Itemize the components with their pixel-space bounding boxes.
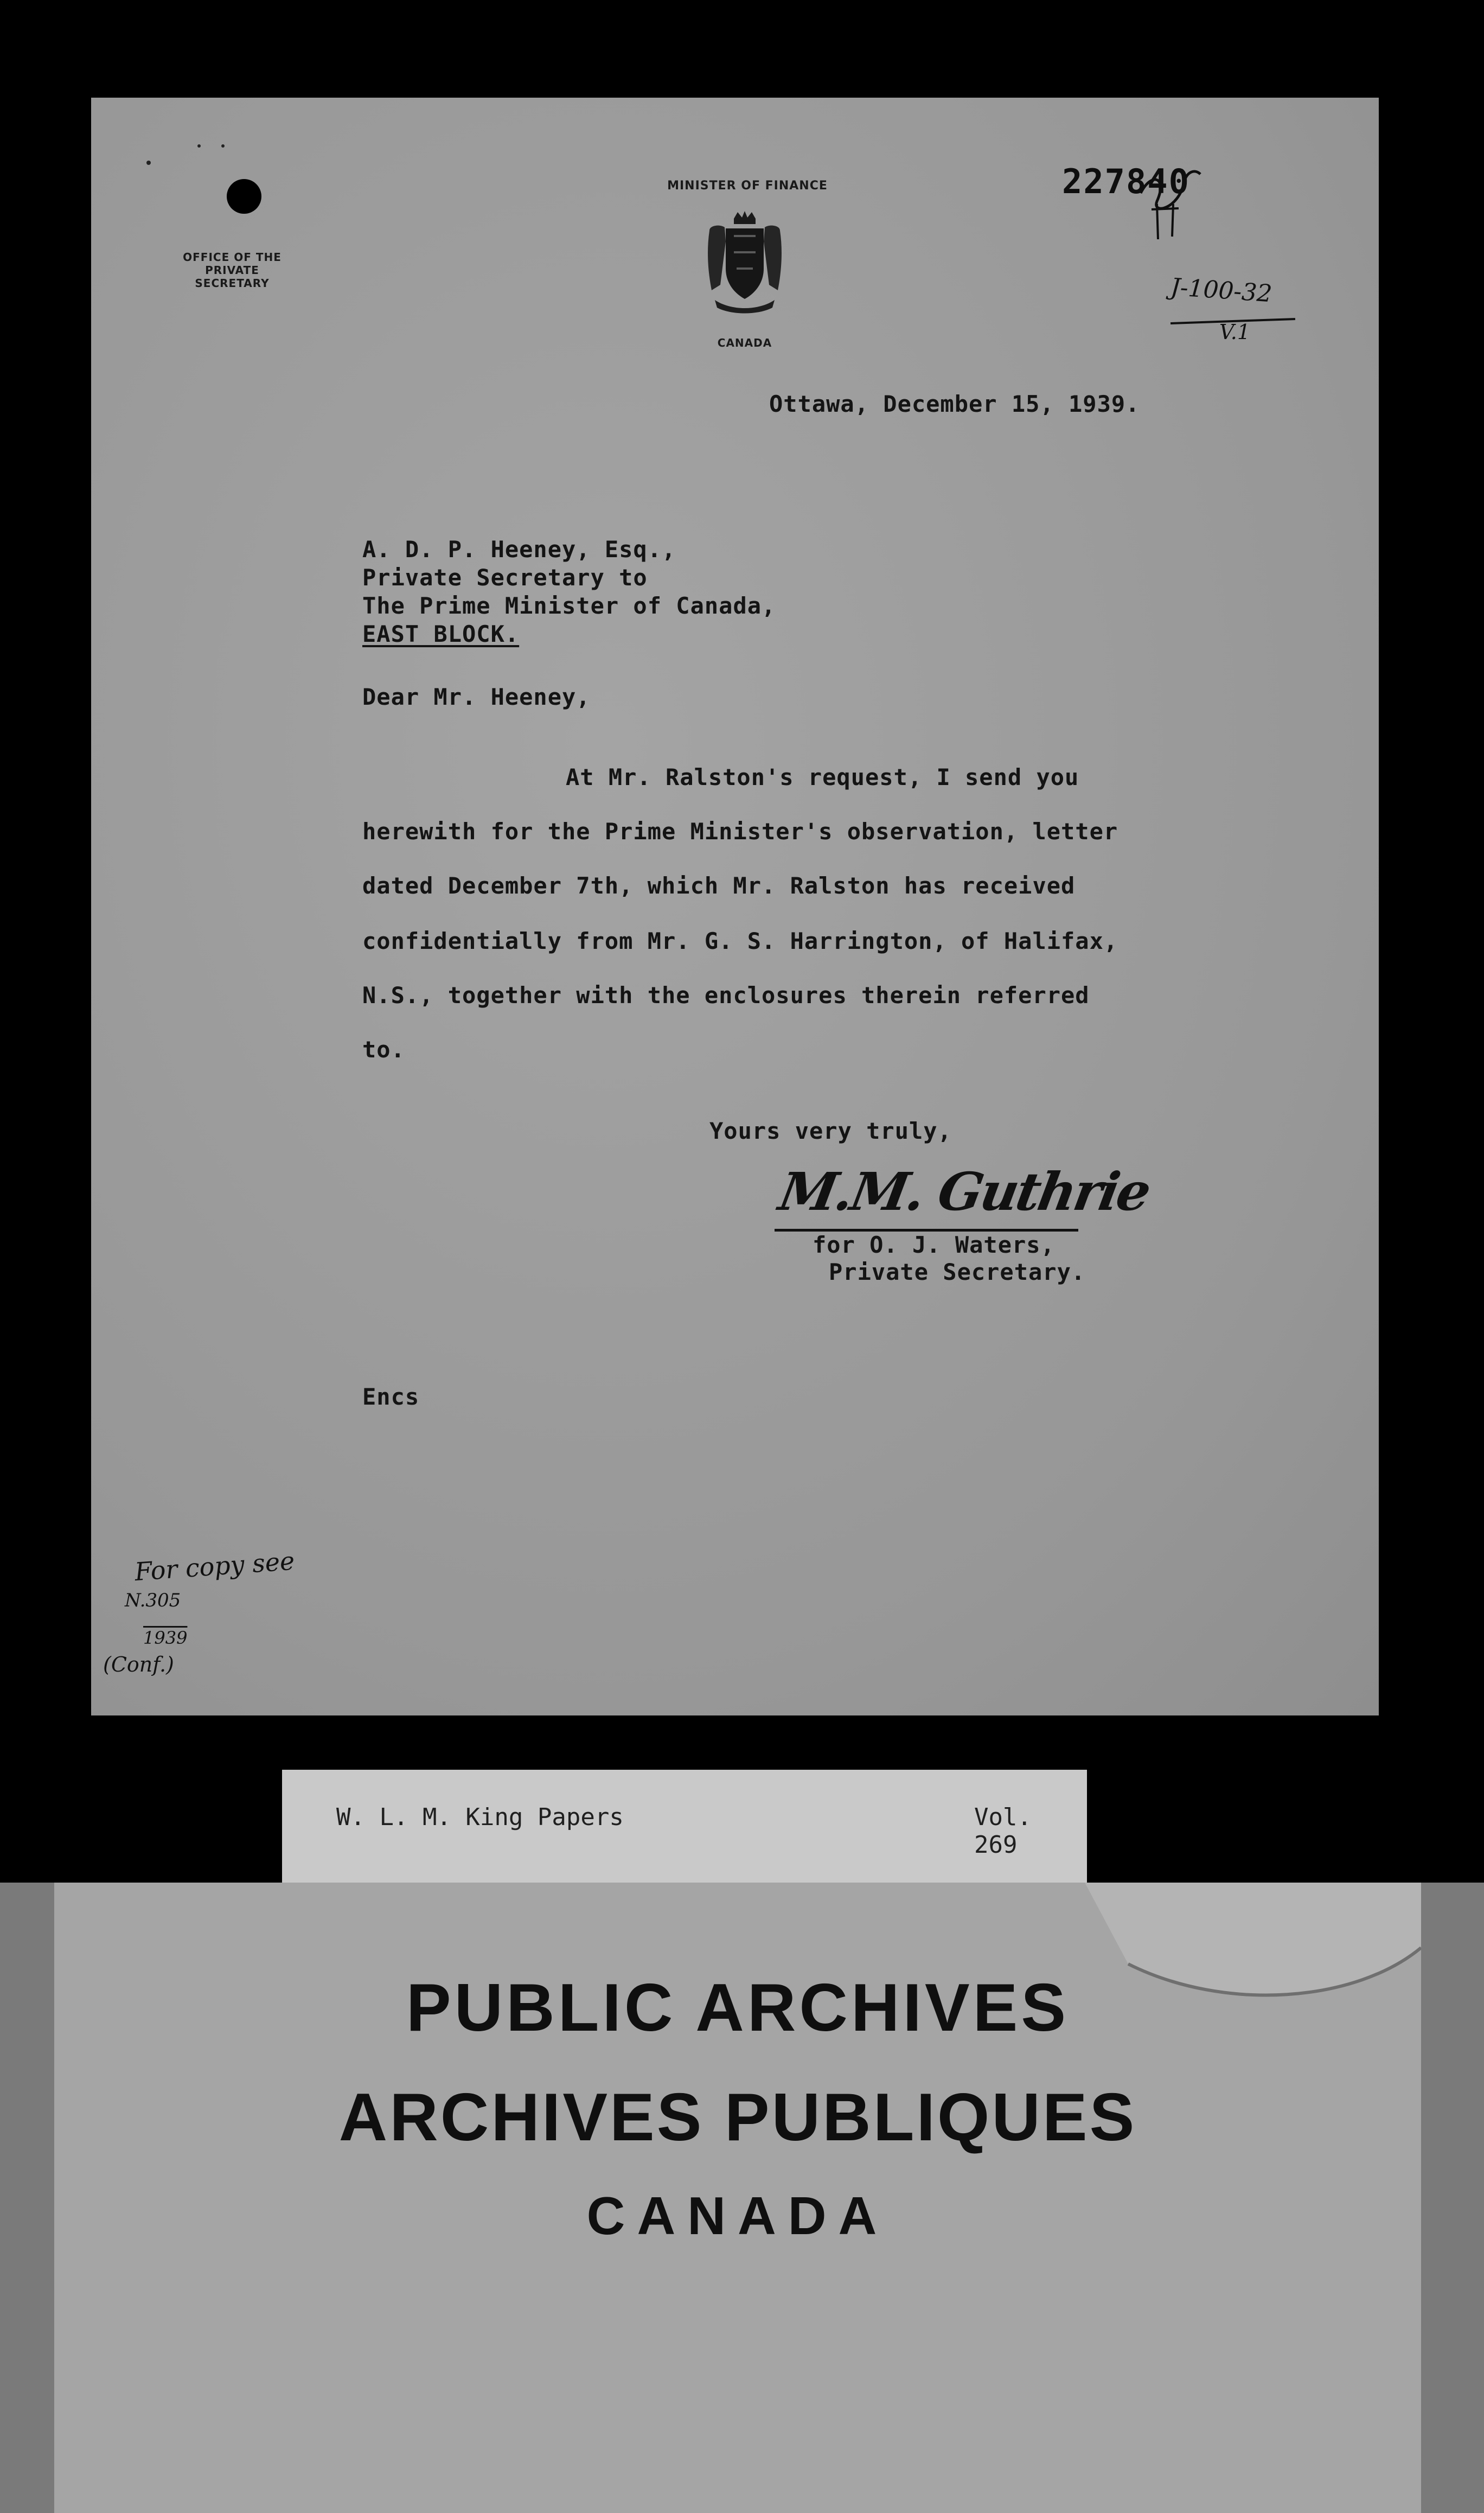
body-line: N.S., together with the enclosures therein referred: [362, 982, 1090, 1009]
letter-page: [91, 98, 1379, 1715]
archive-folder: [0, 1883, 1484, 2513]
letterhead-office-line: OFFICE OF THE: [183, 251, 282, 264]
margin-note-line: N.305: [125, 1590, 181, 1611]
archive-folder-panel: [54, 1883, 1421, 2513]
letterhead-office-line: PRIVATE SECRETARY: [195, 264, 270, 290]
body-line: confidentially from Mr. G. S. Harrington, of Halifax,: [362, 928, 1118, 954]
coat-of-arms-icon: [704, 209, 785, 317]
signer-line: Private Secretary.: [829, 1259, 1086, 1285]
archive-title-fr: ARCHIVES PUBLIQUES: [338, 2080, 1137, 2155]
margin-note-line: (Conf.): [103, 1653, 174, 1676]
body-line: herewith for the Prime Minister's observation, letter: [362, 818, 1118, 845]
file-annotation: V.1: [1219, 320, 1251, 344]
collection-label-strip: [282, 1770, 1087, 1883]
file-annotation: J-100-32: [1169, 273, 1273, 308]
margin-note-line: 1939: [143, 1628, 188, 1648]
margin-note-line: For copy see: [133, 1546, 296, 1587]
addressee-line: Private Secretary to: [362, 564, 648, 591]
archive-title-en: PUBLIC ARCHIVES: [406, 1970, 1070, 2045]
punch-mark: [221, 144, 225, 148]
body-line: to.: [362, 1036, 405, 1063]
salutation: Dear Mr. Heeney,: [362, 684, 591, 710]
letterhead-country: CANADA: [717, 336, 772, 349]
punch-mark: [197, 144, 201, 148]
archive-country: CANADA: [586, 2186, 889, 2246]
punch-hole: [227, 179, 261, 214]
letterhead-office: [167, 251, 297, 290]
punch-mark: [146, 161, 151, 165]
addressee-line: A. D. P. Heeney, Esq.,: [362, 536, 676, 563]
letterhead-minister: MINISTER OF FINANCE: [667, 179, 828, 193]
handwritten-signature: M.M. Guthrie: [775, 1161, 1154, 1222]
addressee-line: The Prime Minister of Canada,: [362, 592, 776, 619]
addressee-line: EAST BLOCK.: [362, 621, 520, 647]
file-number: 227840: [1062, 162, 1190, 201]
signer-line: for O. J. Waters,: [813, 1232, 1055, 1258]
collection-name: W. L. M. King Papers: [336, 1803, 624, 1831]
volume-number: Vol. 269: [974, 1803, 1032, 1859]
body-line: dated December 7th, which Mr. Ralston has received: [362, 872, 1076, 899]
enclosure-note: Encs: [362, 1383, 420, 1410]
file-number-strike-icon: [1119, 161, 1206, 242]
date-line: Ottawa, December 15, 1939.: [769, 391, 1140, 417]
body-line: At Mr. Ralston's request, I send you: [566, 764, 1079, 790]
closing: Yours very truly,: [709, 1118, 952, 1144]
